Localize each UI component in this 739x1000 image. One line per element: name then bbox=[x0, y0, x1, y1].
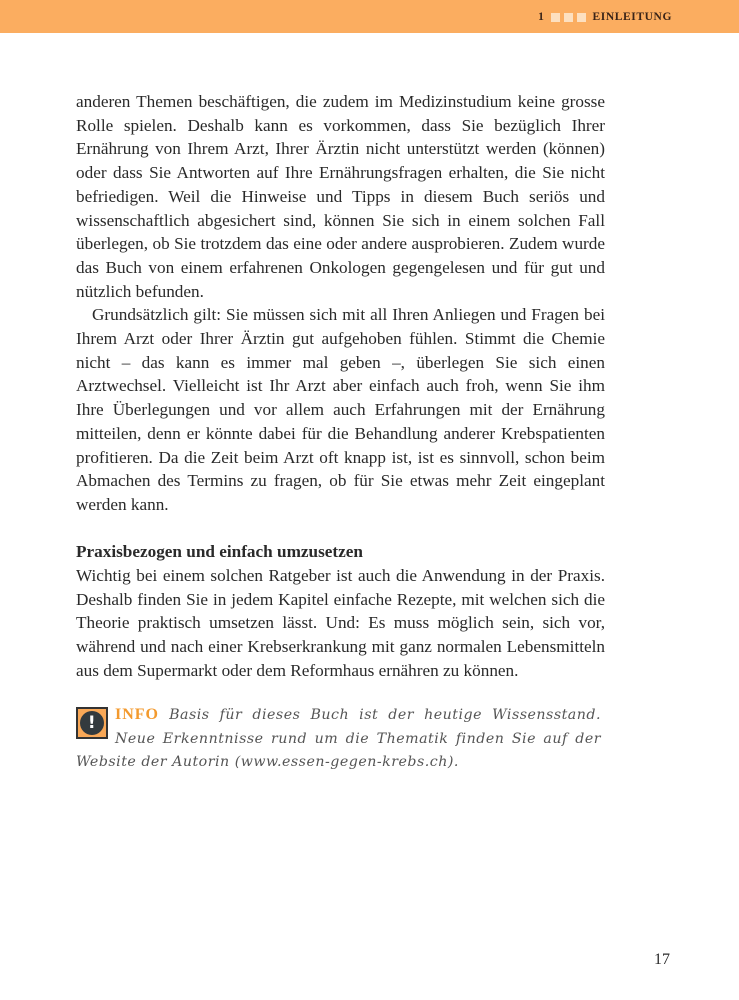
decorative-square bbox=[564, 13, 573, 22]
info-box bbox=[76, 703, 601, 775]
paragraph: anderen Themen beschäftigen, die zudem im Medizinstudium keine grosse Rolle spielen. Deshalb kann es vorkommen, dass Sie bezüglich Ihrer Ernährung von Ihrem Arzt, Ihrer Ärztin nicht unterstützt werden (können) oder dass Sie Antworten auf Ihre Ernährungsfragen erhalten, die Sie nicht befriedigen. Weil die Hinweise und Tipps in diesem Buch seriös und wissenschaftlich abgesichert sind, können Sie sich in einem solchen Fall überlegen, ob Sie trotzdem das eine oder andere ausprobieren. Zudem wurde das Buch von einem erfahrenen Onkologen gegengelesen und für gut und nützlich befunden. bbox=[76, 92, 605, 301]
chapter-number: 1 bbox=[538, 11, 545, 23]
decorative-square bbox=[551, 13, 560, 22]
exclamation-icon bbox=[76, 707, 108, 739]
paragraph: Grundsätzlich gilt: Sie müssen sich mit all Ihren Anliegen und Fragen bei Ihrem Arzt oder Ihrer Ärztin gut aufgehoben fühlen. Stimmt die Chemie nicht – das kann es immer mal geben –, überlegen Sie sich einen Arztwechsel. Vielleicht ist Ihr Arzt aber einfach auch froh, wenn Sie ihm Ihre Überlegungen und vor allem auch Erfahrungen mit der Ernährung mitteilen, denn er könnte dabei für die Behandlung anderer Krebspatienten profitieren. Da die Zeit beim Arzt oft knapp ist, ist es sinnvoll, schon beim Abmachen des Termins zu fragen, ob für Sie etwas mehr Zeit eingeplant werden kann. bbox=[76, 305, 605, 514]
page-number: 17 bbox=[654, 951, 670, 968]
body-text bbox=[76, 90, 605, 683]
header-bar bbox=[0, 0, 739, 33]
info-label: INFO bbox=[115, 706, 159, 723]
info-text: Basis für dieses Buch ist der heutige Wissensstand. Neue Erkenntnisse rund um die Thematik finden Sie auf der Website der Autorin (www.essen-gegen-krebs.ch). bbox=[76, 707, 601, 770]
section-paragraph: Wichtig bei einem solchen Ratgeber ist auch die Anwendung in der Praxis. Deshalb finden Sie in jedem Kapitel einfache Rezepte, mit welchen sich die Theorie praktisch umsetzen lässt. Und: Es muss möglich sein, sich vor, während und nach einer Krebserkrankung mit ganz normalen Lebensmitteln aus dem Supermarkt oder dem Reformhaus ernähren zu können. bbox=[76, 566, 605, 680]
section-heading: Praxisbezogen und einfach umzusetzen bbox=[76, 542, 363, 562]
exclamation-glyph: ! bbox=[80, 711, 104, 735]
chapter-title: EINLEITUNG bbox=[592, 11, 672, 23]
decorative-square bbox=[577, 13, 586, 22]
running-head bbox=[538, 11, 672, 23]
